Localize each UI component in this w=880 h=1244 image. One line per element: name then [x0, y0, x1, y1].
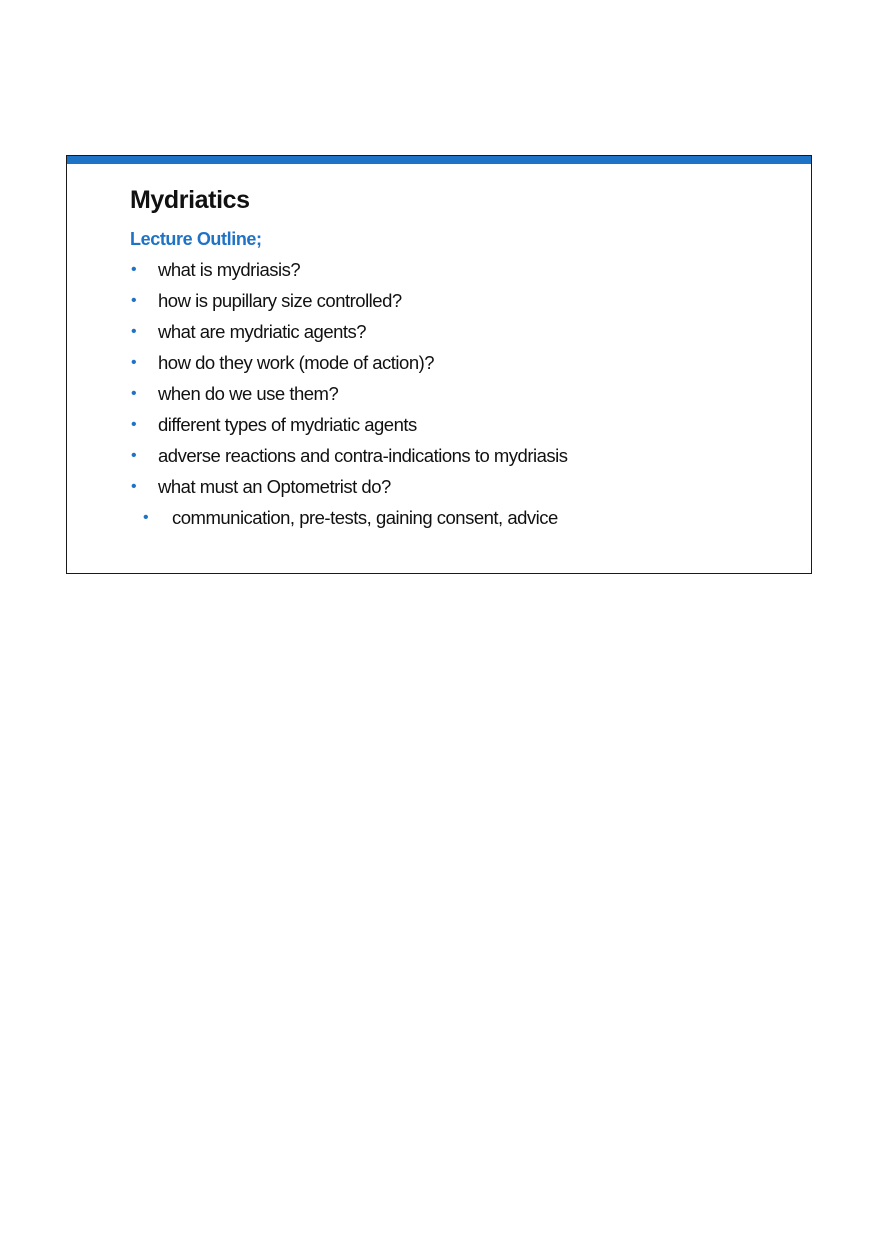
slide-title: Mydriatics — [130, 186, 250, 214]
list-item-text: when do we use them? — [158, 383, 339, 404]
list-item — [130, 475, 568, 506]
slide-subtitle: Lecture Outline; — [130, 229, 262, 249]
list-item-text: what must an Optometrist do? — [158, 476, 391, 497]
list-item — [130, 444, 568, 475]
bullet-icon: • — [131, 416, 137, 433]
list-item-text: different types of mydriatic agents — [158, 414, 417, 435]
slide-accent-bar — [67, 156, 811, 164]
list-item — [130, 320, 568, 351]
bullet-icon: • — [131, 323, 137, 340]
bullet-icon: • — [131, 292, 137, 309]
list-item — [130, 289, 568, 320]
outline-list — [130, 258, 568, 537]
list-item-text: what is mydriasis? — [158, 259, 301, 280]
list-item-text: adverse reactions and contra-indications to mydriasis — [158, 445, 568, 466]
slide-frame — [66, 155, 812, 574]
bullet-icon: • — [131, 447, 137, 464]
bullet-icon: • — [131, 261, 137, 278]
list-item-text: how is pupillary size controlled? — [158, 290, 402, 311]
list-item — [130, 258, 568, 289]
bullet-icon: • — [131, 478, 137, 495]
bullet-icon: • — [143, 509, 149, 526]
list-item — [130, 351, 568, 382]
list-subitem-text: communication, pre-tests, gaining consent, advice — [172, 507, 558, 528]
list-item — [130, 382, 568, 413]
list-item-text: how do they work (mode of action)? — [158, 352, 435, 373]
list-item-text: what are mydriatic agents? — [158, 321, 367, 342]
list-item — [130, 413, 568, 444]
bullet-icon: • — [131, 354, 137, 371]
bullet-icon: • — [131, 385, 137, 402]
list-subitem — [130, 506, 568, 537]
